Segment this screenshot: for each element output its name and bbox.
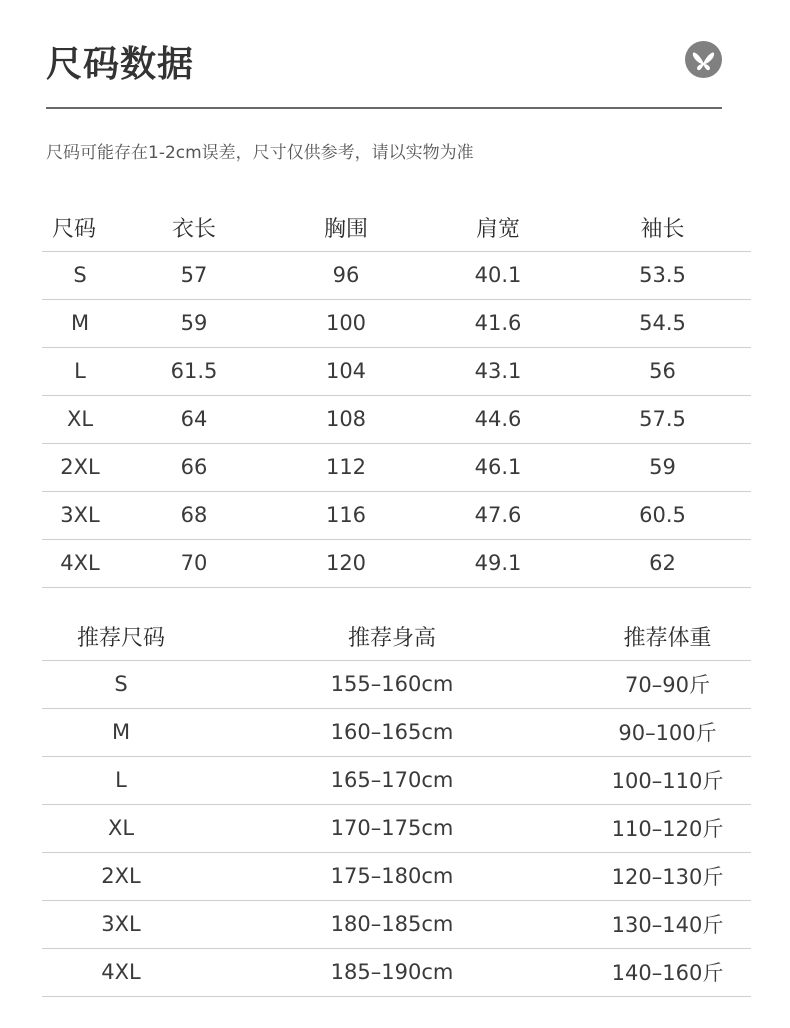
recommendation-table	[42, 614, 751, 997]
table-row	[42, 948, 751, 996]
table-cell: 120–130斤	[584, 852, 751, 900]
column-header-size: 尺码	[42, 205, 118, 251]
size-table-header-row	[42, 205, 751, 251]
title-divider	[46, 107, 722, 109]
table-cell: 61.5	[118, 347, 270, 395]
column-header-sleeve: 袖长	[574, 205, 751, 251]
table-cell: 155–160cm	[200, 660, 584, 708]
table-row	[42, 804, 751, 852]
table-cell: 112	[270, 443, 422, 491]
table-cell: 43.1	[422, 347, 574, 395]
table-row	[42, 395, 751, 443]
table-row	[42, 852, 751, 900]
table-cell: 56	[574, 347, 751, 395]
table-cell: M	[42, 299, 118, 347]
table-cell: 64	[118, 395, 270, 443]
table-cell: 4XL	[42, 539, 118, 587]
table-cell: 185–190cm	[200, 948, 584, 996]
table-cell: S	[42, 251, 118, 299]
table-cell: 59	[118, 299, 270, 347]
table-row	[42, 491, 751, 539]
table-cell: 90–100斤	[584, 708, 751, 756]
table-cell: 4XL	[42, 948, 200, 996]
table-cell: 40.1	[422, 251, 574, 299]
table-row	[42, 756, 751, 804]
table-row	[42, 708, 751, 756]
column-header-recommended-height: 推荐身高	[200, 614, 584, 660]
table-cell: 68	[118, 491, 270, 539]
table-cell: M	[42, 708, 200, 756]
table-cell: 120	[270, 539, 422, 587]
table-cell: 140–160斤	[584, 948, 751, 996]
table-cell: 96	[270, 251, 422, 299]
table-cell: 170–175cm	[200, 804, 584, 852]
table-row	[42, 347, 751, 395]
table-cell: 2XL	[42, 852, 200, 900]
table-row	[42, 660, 751, 708]
table-row	[42, 443, 751, 491]
page-title: 尺码数据	[46, 44, 195, 85]
table-row	[42, 251, 751, 299]
table-cell: XL	[42, 804, 200, 852]
table-cell: 53.5	[574, 251, 751, 299]
table-cell: 160–165cm	[200, 708, 584, 756]
table-cell: 41.6	[422, 299, 574, 347]
table-cell: 44.6	[422, 395, 574, 443]
table-cell: XL	[42, 395, 118, 443]
column-header-recommended-size: 推荐尺码	[42, 614, 200, 660]
table-row	[42, 539, 751, 587]
recommendation-table-header-row	[42, 614, 751, 660]
table-row	[42, 900, 751, 948]
measurement-note: 尺码可能存在1-2cm误差，尺寸仅供参考，请以实物为准	[46, 143, 474, 163]
table-cell: 180–185cm	[200, 900, 584, 948]
table-cell: 110–120斤	[584, 804, 751, 852]
column-header-recommended-weight: 推荐体重	[584, 614, 751, 660]
table-cell: 175–180cm	[200, 852, 584, 900]
table-cell: 116	[270, 491, 422, 539]
table-cell: 130–140斤	[584, 900, 751, 948]
table-cell: 3XL	[42, 900, 200, 948]
table-cell: 62	[574, 539, 751, 587]
table-cell: 70	[118, 539, 270, 587]
table-cell: 3XL	[42, 491, 118, 539]
table-cell: 108	[270, 395, 422, 443]
column-header-chest: 胸围	[270, 205, 422, 251]
table-row	[42, 299, 751, 347]
table-cell: S	[42, 660, 200, 708]
table-cell: 49.1	[422, 539, 574, 587]
table-cell: 60.5	[574, 491, 751, 539]
butterfly-logo-icon	[685, 41, 722, 78]
table-cell: 54.5	[574, 299, 751, 347]
table-cell: 57	[118, 251, 270, 299]
table-cell: 104	[270, 347, 422, 395]
column-header-length: 衣长	[118, 205, 270, 251]
table-cell: 2XL	[42, 443, 118, 491]
table-cell: 47.6	[422, 491, 574, 539]
table-cell: 59	[574, 443, 751, 491]
column-header-shoulder: 肩宽	[422, 205, 574, 251]
table-cell: L	[42, 756, 200, 804]
size-table	[42, 205, 751, 588]
table-cell: 70–90斤	[584, 660, 751, 708]
table-cell: L	[42, 347, 118, 395]
table-cell: 165–170cm	[200, 756, 584, 804]
table-cell: 46.1	[422, 443, 574, 491]
table-cell: 100–110斤	[584, 756, 751, 804]
table-cell: 57.5	[574, 395, 751, 443]
table-cell: 66	[118, 443, 270, 491]
table-cell: 100	[270, 299, 422, 347]
